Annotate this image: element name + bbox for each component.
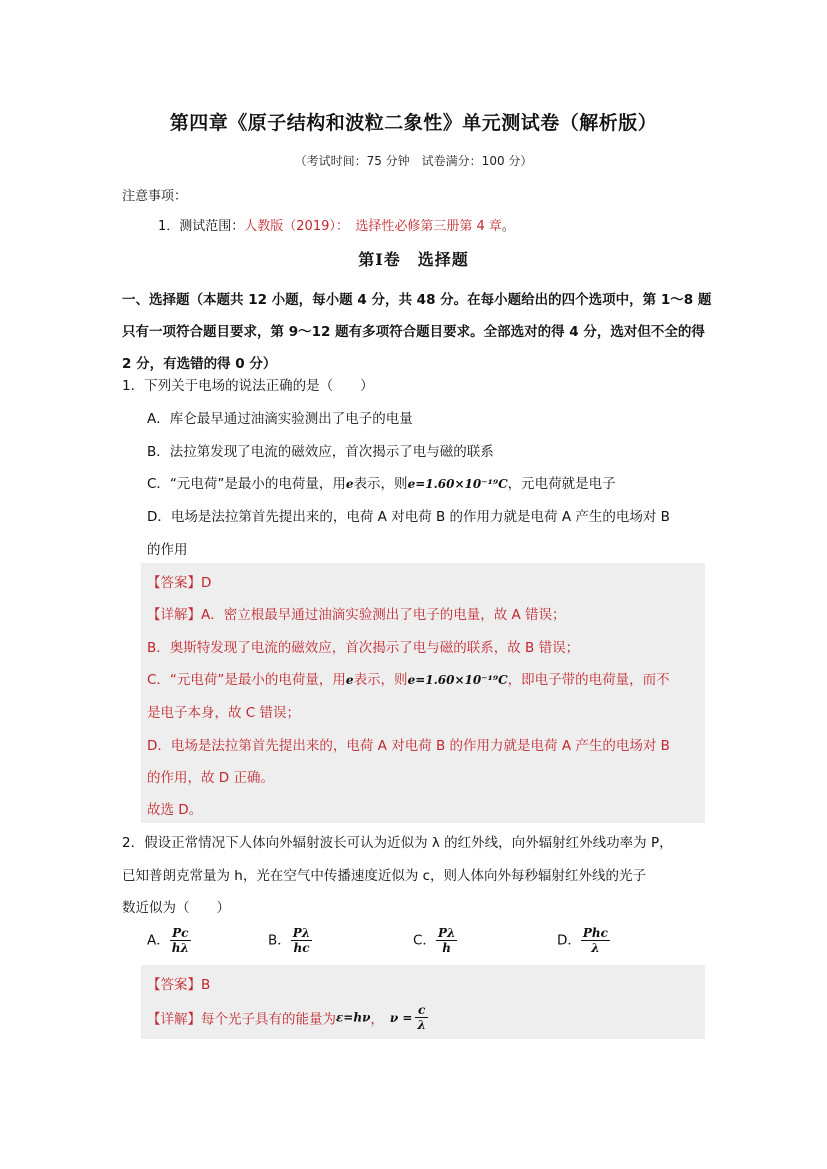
- q1-explain-line4: 是电子本身，故 C 错误；: [147, 705, 301, 721]
- q2-option-d: [557, 926, 610, 955]
- q1-stem: 1．下列关于电场的说法正确的是（ ）: [122, 378, 374, 394]
- q2-option-d-label: D．: [557, 932, 581, 949]
- q2-option-a-denominator: hλ: [171, 941, 189, 955]
- q1-explain-line7: 故选 D。: [147, 802, 203, 818]
- q2-option-b-numerator: Pλ: [292, 926, 311, 940]
- q1-explain-formula: e=1.60×10⁻¹⁹C: [407, 673, 508, 687]
- q1-explain-line3-mid: 表示，则: [353, 672, 408, 688]
- q2-option-d-numerator: Phc: [582, 926, 608, 940]
- q2-option-c-numerator: Pλ: [437, 926, 456, 940]
- section-title: 第Ⅰ卷 选择题: [358, 250, 469, 269]
- q2-stem-line2: 已知普朗克常量为 h，光在空气中传播速度近似为 c，则人体向外每秒辐射红外线的光子: [122, 868, 647, 884]
- q1-explain-line1: 【详解】A．密立根最早通过油滴实验测出了电子的电量，故 A 错误；: [147, 607, 566, 623]
- q1-explain-line5: D．电场是法拉第首先提出来的，电荷 A 对电荷 B 的作用力就是电荷 A 产生的电场对 B: [147, 738, 670, 754]
- q2-explain: [147, 1003, 428, 1032]
- q1-explain-symbol: e: [345, 673, 354, 687]
- q2-option-d-fraction: [581, 926, 610, 955]
- q1-option-b: B．法拉第发现了电流的磁效应，首次揭示了电与磁的联系: [147, 444, 494, 460]
- q2-option-b-fraction: [291, 926, 312, 955]
- q2-explain-sep: ，: [370, 1011, 384, 1028]
- page-title: 第四章《原子结构和波粒二象性》单元测试卷（解析版）: [169, 112, 658, 134]
- q2-explain-formula2-lhs: ν =: [389, 1010, 413, 1025]
- q2-explain-text: 【详解】每个光子具有的能量为: [147, 1011, 336, 1028]
- q1-option-c-symbol: e: [345, 477, 354, 491]
- q2-stem-line3: 数近似为（ ）: [122, 900, 230, 916]
- q2-option-a: [147, 926, 191, 955]
- q2-option-b-denominator: hc: [293, 941, 310, 955]
- q1-option-c-formula: e=1.60×10⁻¹⁹C: [407, 477, 508, 491]
- q2-option-c: [413, 926, 457, 955]
- q2-option-c-fraction: [436, 926, 457, 955]
- q2-option-a-fraction: [170, 926, 191, 955]
- q2-option-b: [268, 926, 312, 955]
- notes-item-prefix: 1．测试范围：: [158, 219, 245, 234]
- q1-option-a: A．库仑最早通过油滴实验测出了电子的电量: [147, 411, 413, 427]
- q2-answer: 【答案】B: [147, 977, 211, 993]
- q1-option-c-post: ，元电荷就是电子: [507, 476, 616, 492]
- q2-option-b-label: B．: [268, 932, 291, 949]
- q1-option-d-line1: D．电场是法拉第首先提出来的，电荷 A 对电荷 B 的作用力就是电荷 A 产生的电场对 B: [147, 509, 670, 525]
- q2-explain-denominator: λ: [417, 1018, 426, 1032]
- q2-stem-line1: 2．假设正常情况下人体向外辐射波长可认为近似为 λ 的红外线，向外辐射红外线功率为 P，: [122, 835, 673, 851]
- q2-option-c-denominator: h: [442, 941, 452, 955]
- q1-answer: 【答案】D: [147, 575, 212, 591]
- q2-explain-numerator: c: [415, 1003, 427, 1018]
- q2-option-d-denominator: λ: [591, 941, 600, 955]
- q2-option-c-label: C．: [413, 932, 436, 949]
- q2-explain-formula2-fraction: [415, 1003, 427, 1032]
- q1-option-c-text: C．“元电荷”是最小的电荷量，用: [147, 476, 346, 492]
- q1-explain-line3-post: ，即电子带的电荷量，而不: [507, 672, 670, 688]
- q1-option-c: [147, 472, 616, 492]
- q2-option-a-numerator: Pc: [170, 926, 191, 941]
- notes-item-body: 人教版（2019）： 选择性必修第三册第 4 章: [244, 219, 502, 234]
- q2-option-a-label: A．: [147, 932, 170, 949]
- section-instructions: 一、选择题（本题共 12 小题，每小题 4 分，共 48 分。在每小题给出的四个选项中，第 1～8 题只有一项符合题目要求，第 9～12 题有多项符合题目要求。全部选对的得 4 分，选对但不全的得 2 分，有选错的得 0 分）: [122, 292, 712, 372]
- q1-explain-line6: 的作用，故 D 正确。: [147, 770, 274, 786]
- notes-item-end: 。: [501, 219, 515, 234]
- notes-item: [158, 215, 515, 234]
- q1-explain-line3: [147, 668, 670, 688]
- q1-explain-line3-text: C．“元电荷”是最小的电荷量，用: [147, 672, 346, 688]
- q1-option-c-mid: 表示，则: [353, 476, 408, 492]
- exam-info: （考试时间：75 分钟 试卷满分：100 分）: [294, 154, 533, 168]
- q1-option-d-line2: 的作用: [147, 542, 188, 558]
- q2-explain-formula1: ε=hν: [336, 1010, 371, 1025]
- notes-heading: 注意事项：: [122, 189, 188, 204]
- q1-explain-line2: B．奥斯特发现了电流的磁效应，首次揭示了电与磁的联系，故 B 错误；: [147, 640, 580, 656]
